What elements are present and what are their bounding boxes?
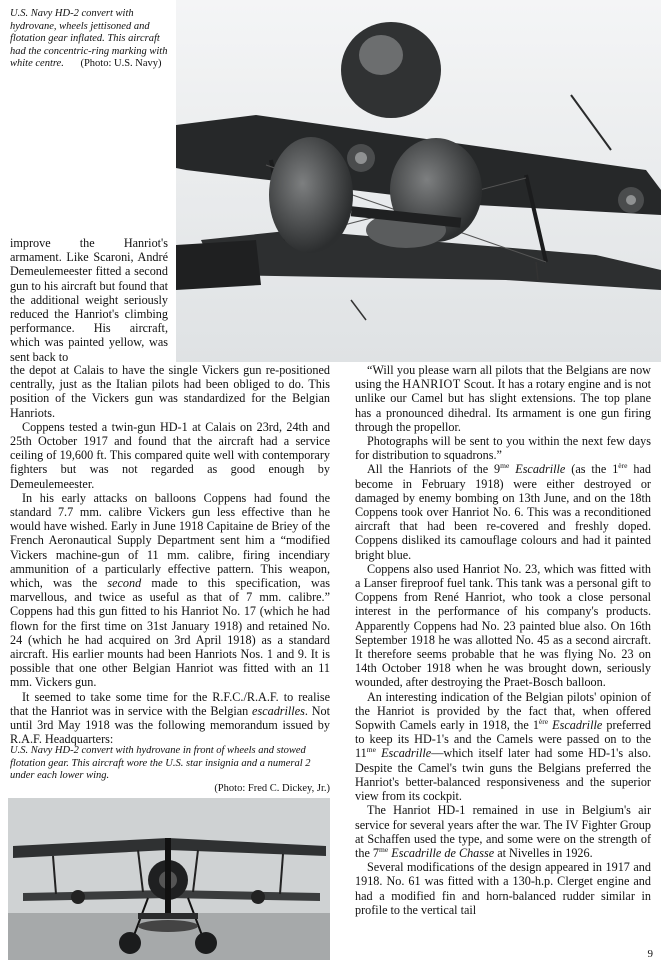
bottom-caption-text: U.S. Navy HD-2 convert with hydrovane in front of wheels and stowed flotation gear. This aircraft wore the U.S. star insignia and a numeral 2 under each lower wing. <box>10 745 311 781</box>
narrow-paragraph: improve the Hanriot's armament. Like Scaroni, André Demeulemeester fitted a second gun to his aircraft but found that the additional weight seriously reduced the Hanriot's climbing performance. His aircraft, which was painted yellow, was sent back to <box>10 236 168 364</box>
left-paragraph-2: Coppens tested a twin-gun HD-1 at Calais on 23rd, 24th and 25th October 1917 and found that the aircraft had a service ceiling of 19,600 ft. This compared quite well with contemporary fighters but was not regarded as good enough by Demeulemeester. <box>10 419 330 491</box>
right-quote-2: Photographs will be sent to you within the next few days for distribution to squadrons.” <box>355 434 651 463</box>
right-quote-1 <box>355 363 651 434</box>
text-run: All the Hanriots of the 9 <box>367 462 501 477</box>
text-run: had become in February 1918) were either destroyed or damaged by enemy bombing on 13th June, and on the 18th Coppens took over Hanriot No. 6. This was a reconditioned aircraft that had been re-covered and freshly doped. Coppens disliked its camouflage colours and had it painted bright blue. <box>355 462 651 562</box>
superscript: me <box>500 461 510 471</box>
text-run: “Will you please warn all pilots that the Belgians are now using the <box>355 363 651 392</box>
superscript: ère <box>538 717 549 727</box>
text-run: preferred to keep its HD-1's and the Camels were passed on to the 11 <box>355 718 651 761</box>
top-caption-text: U.S. Navy HD-2 convert with hydrovane, wheels jettisoned and flotation gear inflated. This aircraft had the concentric-ring marking with white centre. <box>10 8 168 69</box>
page-number: 9 <box>647 948 653 960</box>
left-column <box>10 363 330 746</box>
left-paragraph-1: the depot at Calais to have the single Vickers gun re-positioned centrally, just as the Italian pilots had been obliged to do. This position of the Vickers gun was standardized for the Belgian Hanriots. <box>10 363 330 420</box>
top-photo-caption <box>10 8 168 71</box>
text-run: In his early attacks on balloons Coppens had found the standard 7.7 mm. calibre Vickers gun less effective than he would have wished. Early in June 1918 Capitaine de Briey of the French Aeronautical Supply Department sent him a “modified Vickers machine-gun of 11 mm. calibre, firing incendiary ammunition of a particularly effective pattern. This weapon, which, was the <box>10 490 330 591</box>
bottom-photo-caption <box>10 745 330 795</box>
narrow-text-block <box>10 236 168 364</box>
top-aircraft-photo <box>176 0 661 362</box>
superscript: me <box>379 844 389 854</box>
emphasis-run: escadrilles <box>252 703 305 718</box>
text-run: An interesting indication of the Belgian pilots' opinion of the Hanriot is provided by the fact that, when offered Sopwith Camels early in 1918, the 1 <box>355 689 651 733</box>
top-caption-credit: (Photo: U.S. Navy) <box>80 58 162 69</box>
superscript: me <box>366 745 376 755</box>
right-paragraph-5 <box>355 690 651 804</box>
text-run: It seemed to take some time for the R.F.C./R.A.F. to realise that the Hanriot was in service with the Belgian <box>10 689 330 718</box>
emphasis-run: Escadrille <box>509 462 566 477</box>
left-paragraph-4 <box>10 690 330 747</box>
hd2-on-ground-illustration <box>8 798 330 960</box>
text-run: —which itself later had some HD-1's also. Despite the Camel's twin guns the Belgians preferred the Hanriot's better-balanced responsiveness and the superior view from its cockpit. <box>355 746 651 804</box>
emphasis-run: Escadrille de Chasse <box>388 845 495 860</box>
small-caps-run: HANRIOT <box>402 377 461 392</box>
right-paragraph-4: Coppens also used Hanriot No. 23, which was fitted with a Lanser fireproof fuel tank. This tank was a personal gift to Coppens from René Hanriot, who took a close personal interest in the performance of his company's products. Apparently Coppens had No. 23 painted blue also. On 16th September 1918 he was allotted No. 45 as a second aircraft. It therefore seems probable that he was flying No. 23 on 14th October 1918 when he was brought down, seriously wounded, after destroying the Praet-Bosch balloon. <box>355 561 651 690</box>
text-run: (as the 1 <box>565 462 619 477</box>
right-paragraph-7: Several modifications of the design appeared in 1917 and 1918. No. 61 was fitted with a 130-h.p. Clerget engine and had a modified fin and horn-balanced rudder similar in profile to the vertical tail <box>355 860 651 917</box>
right-column <box>355 363 651 917</box>
text-run: Scout. It has a rotary engine and is not unlike our Camel but has slight extensions. The top plane has a pronounced dihedral. Its armament is one gun firing through the propellor. <box>355 377 651 434</box>
right-paragraph-3 <box>355 462 651 561</box>
emphasis-run: second <box>107 576 142 591</box>
emphasis-run: Escadrille <box>375 746 432 761</box>
left-paragraph-3 <box>10 491 330 690</box>
text-run: made to this specification, was marvellous, and twice as useful as that of 7 mm. calibre.” Coppens had this gun fitted to his Hanriot No. 17 (which he had flown for the first time on 31st January 1918) and retained No. 24 (which he had acquired on 3rd April 1918) as a standard aircraft. His earlier mounts had been Hanriots Nos. 1 and 9. It is possible that one other Belgian Hanriot was fitted with an 11 mm. Vickers gun. <box>10 576 330 690</box>
text-run: . Not until 3rd May 1918 was the following memorandum issued by R.A.F. Headquarters: <box>10 703 330 747</box>
emphasis-run: Escadrille <box>548 718 603 733</box>
bottom-aircraft-photo <box>8 798 330 960</box>
text-run: The Hanriot HD-1 remained in use in Belgium's air service for several years after the war. The IV Fighter Group at Schaffen used the type, and some were on the strength of the 7 <box>355 803 651 860</box>
superscript: ère <box>618 461 628 471</box>
right-paragraph-6 <box>355 803 651 860</box>
text-run: at Nivelles in 1926. <box>494 845 593 860</box>
hd2-underside-illustration <box>176 0 661 362</box>
bottom-caption-credit: (Photo: Fred C. Dickey, Jr.) <box>214 782 330 794</box>
